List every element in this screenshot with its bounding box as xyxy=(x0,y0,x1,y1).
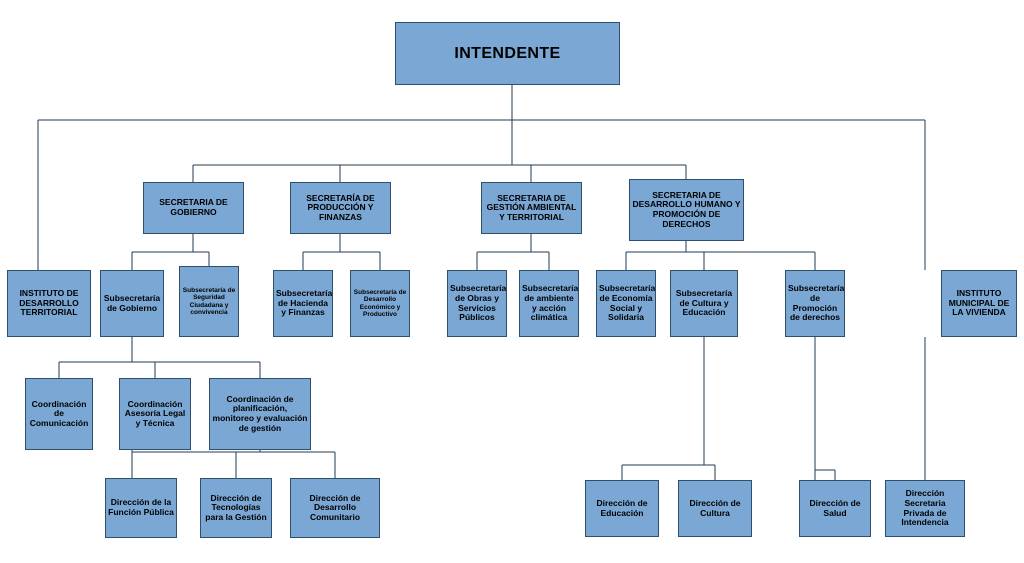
node-subsecretaria-seguridad-ciudadana-label: Subsecretaría de Seguridad Ciudadana y convivencia xyxy=(182,286,236,316)
node-subsecretaria-cultura-educacion[interactable] xyxy=(670,270,738,337)
node-direccion-secretaria-privada[interactable] xyxy=(885,480,965,537)
node-subsecretaria-ambiente-accion-climatica-label: Subsecretaría de ambiente y acción climática xyxy=(522,283,579,323)
node-secretaria-desarrollo-humano-label: SECRETARIA DE DESARROLLO HUMANO Y PROMOCIÓN DE DERECHOS xyxy=(632,189,741,229)
node-subsecretaria-promocion-derechos[interactable] xyxy=(785,270,845,337)
node-direccion-funcion-publica-label: Dirección de la Función Pública xyxy=(108,497,174,517)
node-instituto-municipal-vivienda[interactable] xyxy=(941,270,1017,337)
node-subsecretaria-seguridad-ciudadana[interactable] xyxy=(179,266,239,337)
node-subsecretaria-desarrollo-economico-label: Subsecretaría de Desarrollo Económico y Productivo xyxy=(353,288,407,318)
node-subsecretaria-economia-social[interactable] xyxy=(596,270,656,337)
node-intendente-label: INTENDENTE xyxy=(454,44,561,62)
node-subsecretaria-economia-social-label: Subsecretaría de Economía Social y Solidaria xyxy=(599,283,656,323)
node-intendente[interactable] xyxy=(395,22,620,85)
node-secretaria-gobierno-label: SECRETARIA DE GOBIERNO xyxy=(159,197,228,217)
node-coordinacion-comunicacion[interactable] xyxy=(25,378,93,450)
node-subsecretaria-ambiente-accion-climatica[interactable] xyxy=(519,270,579,337)
node-instituto-desarrollo-territorial[interactable] xyxy=(7,270,91,337)
node-secretaria-produccion-finanzas-label: SECRETARÍA DE PRODUCCIÓN Y FINANZAS xyxy=(306,192,375,222)
node-direccion-educacion-label: Dirección de Educación xyxy=(596,497,648,518)
node-coordinacion-planificacion[interactable] xyxy=(209,378,311,450)
node-direccion-funcion-publica[interactable] xyxy=(105,478,177,538)
node-subsecretaria-hacienda-finanzas-label: Subsecretaría de Hacienda y Finanzas xyxy=(276,288,333,318)
node-instituto-desarrollo-territorial-label: INSTITUTO DE DESARROLLO TERRITORIAL xyxy=(19,288,79,318)
node-secretaria-gestion-ambiental-label: SECRETARIA DE GESTIÓN AMBIENTAL Y TERRITORIAL xyxy=(486,192,577,222)
node-direccion-salud-label: Dirección de Salud xyxy=(809,497,861,518)
node-direccion-educacion[interactable] xyxy=(585,480,659,537)
node-subsecretaria-gobierno-label: Subsecretaría de Gobierno xyxy=(103,292,161,313)
node-subsecretaria-gobierno[interactable] xyxy=(100,270,164,337)
node-coordinacion-asesoria-legal[interactable] xyxy=(119,378,191,450)
node-direccion-cultura-label: Dirección de Cultura xyxy=(689,497,741,518)
node-direccion-salud[interactable] xyxy=(799,480,871,537)
node-direccion-desarrollo-comunitario-label: Dirección de Desarrollo Comunitario xyxy=(309,492,361,522)
node-direccion-secretaria-privada-label: Dirección Secretaria Privada de Intendencia xyxy=(901,488,949,528)
node-subsecretaria-hacienda-finanzas[interactable] xyxy=(273,270,333,337)
node-direccion-tecnologias-gestion-label: Dirección de Tecnologías para la Gestión xyxy=(205,492,267,522)
node-secretaria-produccion-finanzas[interactable] xyxy=(290,182,391,234)
node-subsecretaria-cultura-educacion-label: Subsecretaría de Cultura y Educación xyxy=(675,288,733,318)
node-secretaria-gestion-ambiental[interactable] xyxy=(481,182,582,234)
node-direccion-tecnologias-gestion[interactable] xyxy=(200,478,272,538)
node-instituto-municipal-vivienda-label: INSTITUTO MUNICIPAL DE LA VIVIENDA xyxy=(948,288,1010,318)
node-coordinacion-asesoria-legal-label: Coordinación Asesoría Legal y Técnica xyxy=(124,398,186,428)
node-subsecretaria-promocion-derechos-label: Subsecretaría de Promoción de derechos xyxy=(788,283,845,323)
node-subsecretaria-desarrollo-economico[interactable] xyxy=(350,270,410,337)
node-subsecretaria-obras-servicios-label: Subsecretaría de Obras y Servicios Públicos xyxy=(450,283,507,323)
node-secretaria-desarrollo-humano[interactable] xyxy=(629,179,744,241)
node-direccion-cultura[interactable] xyxy=(678,480,752,537)
node-direccion-desarrollo-comunitario[interactable] xyxy=(290,478,380,538)
node-secretaria-gobierno[interactable] xyxy=(143,182,244,234)
node-coordinacion-comunicacion-label: Coordinación de Comunicación xyxy=(29,398,89,428)
node-subsecretaria-obras-servicios[interactable] xyxy=(447,270,507,337)
node-coordinacion-planificacion-label: Coordinación de planificación, monitoreo y evaluación de gestión xyxy=(212,393,308,433)
